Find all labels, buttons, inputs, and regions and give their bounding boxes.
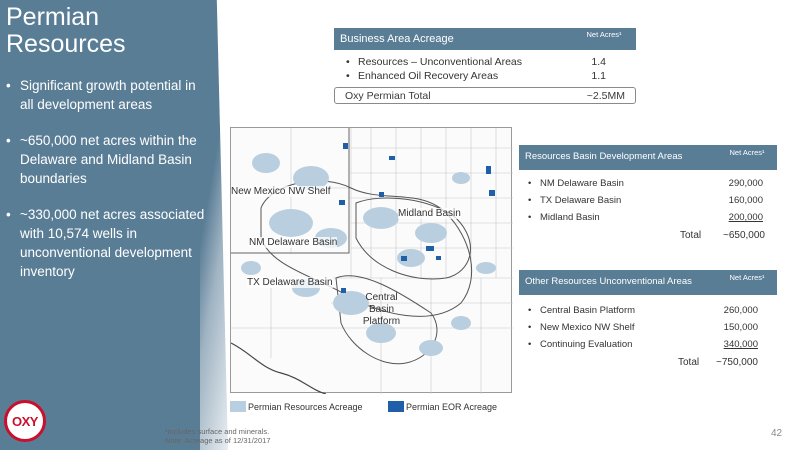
legend-eor-label: Permian EOR Acreage: [406, 402, 498, 412]
business-area-col-header: Net Acres¹: [586, 30, 622, 39]
map-label-central-basin: Central Basin Platform: [362, 292, 401, 327]
bullet-growth: • Significant growth potential in all development areas: [6, 76, 210, 114]
other-unconv-header: [519, 270, 777, 295]
other-unconv-col-header: Net Acres¹: [729, 273, 765, 282]
business-area-title: Business Area Acreage: [340, 33, 454, 45]
basin-dev-title: Resources Basin Development Areas: [525, 151, 683, 162]
business-area-header: [334, 28, 636, 50]
oxy-logo: [4, 400, 46, 442]
map-label-tx-delaware: TX Delaware Basin: [247, 277, 333, 288]
logo-text: OXY: [12, 413, 38, 429]
basin-dev-header: [519, 145, 777, 170]
footnote: ¹Includes surface and minerals. Note: Acreage as of 12/31/2017: [165, 427, 271, 445]
map-graphic: [231, 128, 513, 394]
sidebar-bullets: [6, 76, 210, 298]
bullet-wells: • ~330,000 net acres associated with 10,574 wells in unconventional development inventory: [6, 205, 210, 281]
other-unconv-title: Other Resources Unconventional Areas: [525, 276, 692, 287]
legend-eor-swatch: [388, 401, 404, 412]
page-number: 42: [771, 428, 783, 439]
bullet-net-acres: • ~650,000 net acres within the Delaware and Midland Basin boundaries: [6, 131, 210, 188]
legend-resources-swatch: [230, 401, 246, 412]
map-label-midland: Midland Basin: [398, 208, 461, 219]
map-label-nm-nw-shelf: New Mexico NW Shelf: [231, 186, 331, 197]
permian-map: [230, 127, 512, 393]
page-title: Permian Resources: [6, 3, 126, 58]
basin-dev-col-header: Net Acres¹: [729, 148, 765, 157]
business-area-total: Oxy Permian Total ~2.5MM: [334, 87, 636, 104]
legend-resources-label: Permian Resources Acreage: [248, 402, 363, 412]
map-label-nm-delaware: NM Delaware Basin: [249, 237, 338, 248]
